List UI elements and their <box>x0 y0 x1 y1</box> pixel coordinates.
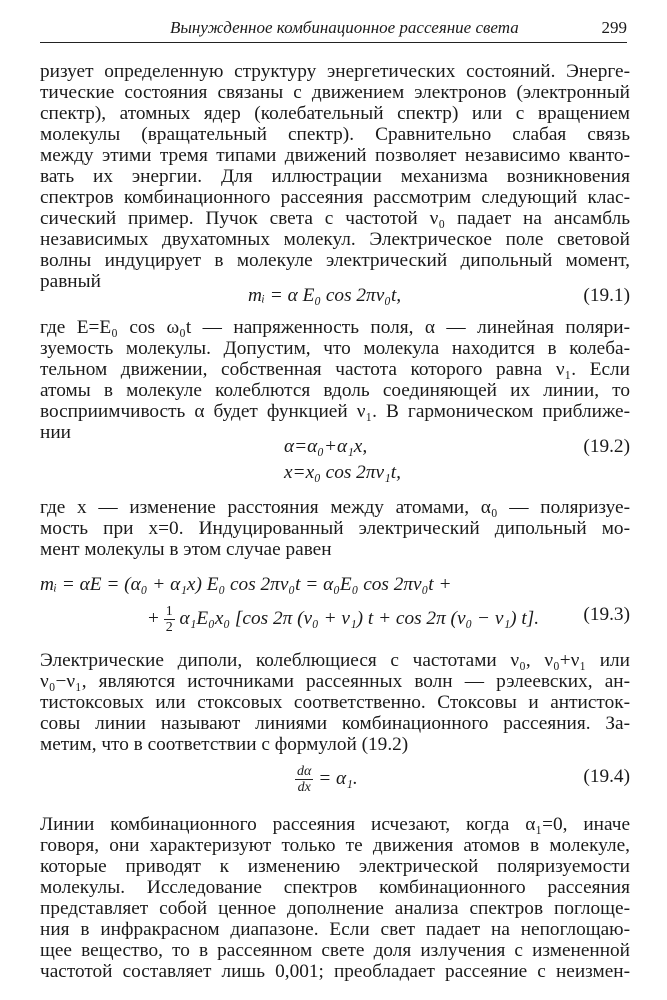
text-line: спектр), атомных ядер (колебательный спектр) или с вращением <box>40 103 630 124</box>
text-line: спектров комбинационного рассеяния рассмотрим следующий клас- <box>40 187 630 208</box>
fraction-numerator: 1 <box>165 604 173 619</box>
fraction-denominator: 2 <box>165 620 173 635</box>
text-line: волны индуцирует в молекуле электрический дипольный момент, <box>40 250 630 271</box>
equation-19-2-line2: x=x₀ cos 2πν₁t, <box>284 462 401 483</box>
derivative-denominator: dx <box>297 780 311 795</box>
equation-number-19-4: (19.4) <box>583 766 630 787</box>
text-line: нии <box>40 422 71 443</box>
text-line: атомы в молекуле колеблются вдоль соединяющей их линии, то <box>40 380 630 401</box>
equation-19-3-line2 <box>148 604 539 635</box>
text-line: вать их энергии. Для иллюстрации механизма возникновения <box>40 166 630 187</box>
plus-sign: + <box>148 607 159 629</box>
text-line: ния в инфракрасном диапазоне. Если свет падает на непоглощаю- <box>40 919 630 940</box>
text-line: сический пример. Пучок света с частотой ν₀ падает на ансамбль <box>40 208 630 229</box>
text-line: ризует определенную структуру энергетических состояний. Энерге- <box>40 61 630 82</box>
page-number: 299 <box>601 18 627 37</box>
equation-number-19-2: (19.2) <box>583 436 630 457</box>
text-line: между этими тремя типами движений позволяет независимо кванто- <box>40 145 630 166</box>
text-line: совы линии называют линиями комбинационного рассеяния. За- <box>40 713 630 734</box>
text-line: молекулы. Исследование спектров комбинационного рассеяния <box>40 877 630 898</box>
equation-19-2-line1: α=α₀+α₁x, <box>284 436 368 457</box>
equation-19-3-line1: mᵢ = αE = (α₀ + α₁x) E₀ cos 2πν₀t = α₀E₀ cos 2πν₀t + <box>40 574 452 595</box>
text-line: ν₀−ν₁, являются источниками рассеянных волн — рэлеевских, ан- <box>40 671 630 692</box>
text-line: щее вещество, то в рассеянном свете доля излучения с измененной <box>40 940 630 961</box>
text-line: говоря, они характеризуют только те движения атомов в молекуле, <box>40 835 630 856</box>
text-line: независимых двухатомных молекул. Электрическое поле световой <box>40 229 630 250</box>
equation-19-3-line2-rest: α₁E₀x₀ [cos 2π (ν₀ + ν₁) t + cos 2π (ν₀ − ν₁) t]. <box>179 607 540 629</box>
fraction-one-half <box>164 604 175 635</box>
text-line: тельном движении, собственная частота которого равна ν₁. Если <box>40 359 630 380</box>
equation-number-19-3: (19.3) <box>583 604 630 625</box>
text-line: представляет собой ценное дополнение анализа спектров поглоще- <box>40 898 630 919</box>
equation-19-4-rhs: = α₁. <box>318 767 358 789</box>
text-line: зуемость молекулы. Допустим, что молекула находится в колеба- <box>40 338 630 359</box>
text-line: молекулы (вращательный спектр). Сравнительно слабая связь <box>40 124 630 145</box>
text-line: мость при x=0. Индуцированный электрический дипольный мо- <box>40 518 630 539</box>
equation-19-4 <box>295 764 358 795</box>
derivative-fraction <box>295 764 313 795</box>
equation-19-1: mᵢ = α E₀ cos 2πν₀t, <box>248 285 402 306</box>
running-title: Вынужденное комбинационное рассеяние света <box>170 18 519 37</box>
text-line: тистоксовых или стоксовых соответственно. Стоксовы и антисток- <box>40 692 630 713</box>
text-line: равный <box>40 271 101 292</box>
text-line: Электрические диполи, колеблющиеся с частотами ν₀, ν₀+ν₁ или <box>40 650 630 671</box>
text-line: Линии комбинационного рассеяния исчезают, когда α₁=0, иначе <box>40 814 630 835</box>
text-line: частотой составляет лишь 0,001; преобладает рассеяние с неизмен- <box>40 961 630 982</box>
text-line: где E=E₀ cos ω₀t — напряженность поля, α — линейная поляри- <box>40 317 630 338</box>
text-line: где x — изменение расстояния между атомами, α₀ — поляризуе- <box>40 497 630 518</box>
running-header <box>40 12 627 43</box>
text-line: восприимчивость α будет функцией ν₁. В гармоническом приближе- <box>40 401 630 422</box>
equation-number-19-1: (19.1) <box>583 285 630 306</box>
text-line: мент молекулы в этом случае равен <box>40 539 332 560</box>
text-line: метим, что в соответствии с формулой (19.2) <box>40 734 409 755</box>
text-line: которые приводят к изменению электрической поляризуемости <box>40 856 630 877</box>
text-line: тические состояния связаны с движением электронов (электронный <box>40 82 630 103</box>
derivative-numerator: dα <box>297 764 312 779</box>
